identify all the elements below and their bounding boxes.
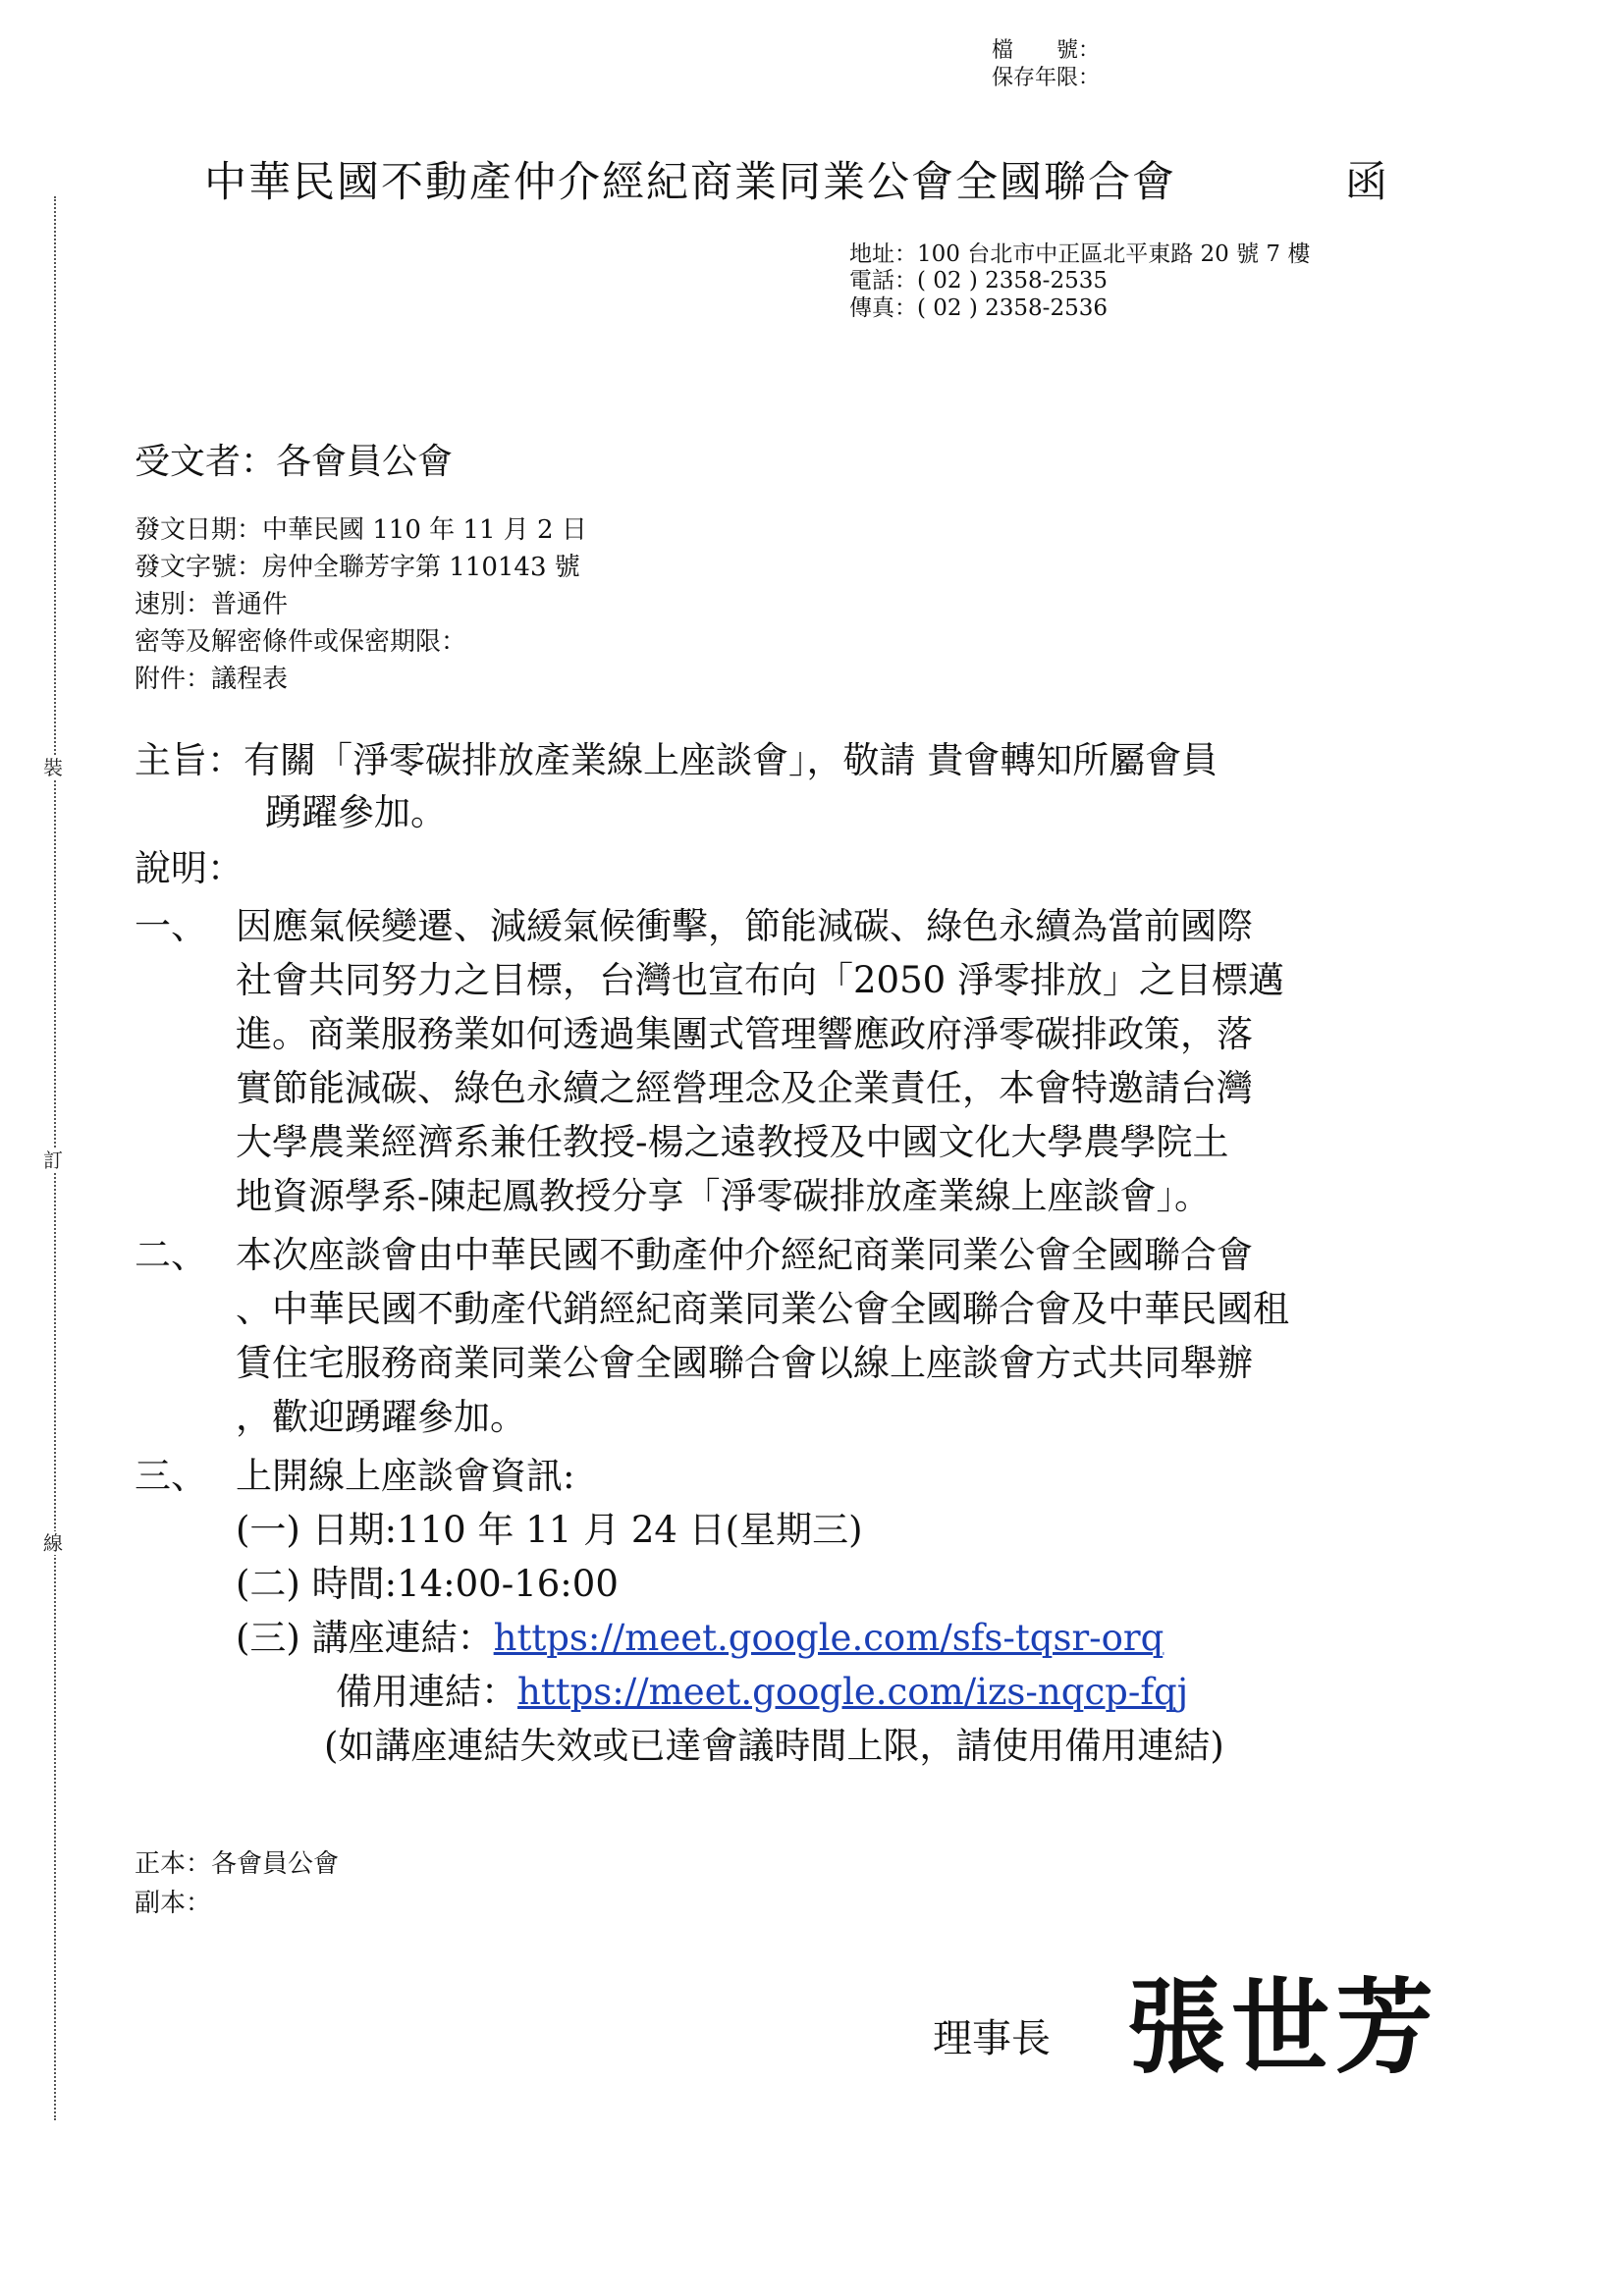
item-1-line: 大學農業經濟系兼任教授-楊之遠教授及中國文化大學農學院土	[236, 1121, 1229, 1163]
retention-label: 保存年限：	[992, 66, 1101, 90]
signature-title: 理事長	[933, 2016, 1051, 2061]
subject-line-1: 主旨：有關「淨零碳排放產業線上座談會」，敬請 貴會轉知所屬會員	[135, 739, 1218, 781]
backup-link-label: 備用連結：	[336, 1671, 517, 1713]
meeting-link-row	[236, 1612, 1164, 1664]
item-1-marker: 一、	[135, 905, 207, 947]
phone: 電話：( 02 ) 2358-2535	[849, 268, 1108, 294]
fax: 傳真：( 02 ) 2358-2536	[849, 295, 1108, 321]
recipient: 受文者：各會員公會	[135, 442, 454, 482]
item-2-marker: 二、	[135, 1234, 207, 1276]
meeting-link-label: (三) 講座連結：	[236, 1617, 494, 1659]
issue-number: 發文字號：房仲全聯芳字第 110143 號	[135, 553, 580, 582]
backup-link[interactable]: https://meet.google.com/izs-nqcp-fqj	[517, 1671, 1189, 1713]
address: 地址：100 台北市中正區北平東路 20 號 7 樓	[849, 241, 1311, 267]
org-title: 中華民國不動產仲介經紀商業同業公會全國聯合會	[204, 158, 1176, 207]
meeting-date: (一) 日期:110 年 11 月 24 日(星期三)	[236, 1509, 863, 1551]
backup-note: (如講座連結失效或已達會議時間上限，請使用備用連結)	[324, 1725, 1224, 1767]
speed: 速別：普通件	[135, 590, 289, 619]
item-1-line: 實節能減碳、綠色永續之經營理念及企業責任，本會特邀請台灣	[236, 1067, 1253, 1109]
doc-type: 函	[1345, 158, 1389, 207]
binding-mark-ding: 訂	[43, 1148, 63, 1172]
issue-date: 發文日期：中華民國 110 年 11 月 2 日	[135, 515, 587, 545]
meeting-time: (二) 時間:14:00-16:00	[236, 1563, 619, 1605]
meeting-link[interactable]: https://meet.google.com/sfs-tqsr-orq	[493, 1617, 1164, 1659]
item-2-line: 賃住宅服務商業同業公會全國聯合會以線上座談會方式共同舉辦	[236, 1342, 1253, 1384]
copy-recipient: 副本：	[135, 1889, 212, 1918]
item-2-line: 本次座談會由中華民國不動產仲介經紀商業同業公會全國聯合會	[236, 1234, 1253, 1276]
attachment: 附件：議程表	[135, 665, 289, 694]
binding-mark-zhuang: 裝	[43, 756, 63, 779]
item-1-line: 地資源學系-陳起鳳教授分享「淨零碳排放產業線上座談會」。	[236, 1175, 1212, 1217]
secrecy: 密等及解密條件或保密期限：	[135, 627, 467, 657]
item-2-line: 、中華民國不動產代銷經紀商業同業公會全國聯合會及中華民國租	[236, 1288, 1289, 1330]
binding-mark-xian: 線	[43, 1531, 63, 1555]
item-3-marker: 三、	[135, 1455, 207, 1497]
signature-name: 張世芳	[1127, 1966, 1439, 2089]
file-number-label: 檔 號：	[992, 38, 1101, 63]
item-2-line: ，歡迎踴躍參加。	[236, 1396, 526, 1438]
explanation-label: 說明：	[135, 847, 244, 889]
original-recipient: 正本：各會員公會	[135, 1849, 340, 1879]
item-1-line: 社會共同努力之目標，台灣也宣布向「2050 淨零排放」之目標邁	[236, 959, 1284, 1001]
subject-line-2: 踴躍參加。	[265, 791, 447, 833]
item-3-heading: 上開線上座談會資訊:	[236, 1455, 575, 1497]
item-1-line: 進。商業服務業如何透過集團式管理響應政府淨零碳排政策，落	[236, 1013, 1253, 1055]
backup-link-row	[336, 1666, 1188, 1718]
item-1-line: 因應氣候變遷、減緩氣候衝擊，節能減碳、綠色永續為當前國際	[236, 905, 1253, 947]
